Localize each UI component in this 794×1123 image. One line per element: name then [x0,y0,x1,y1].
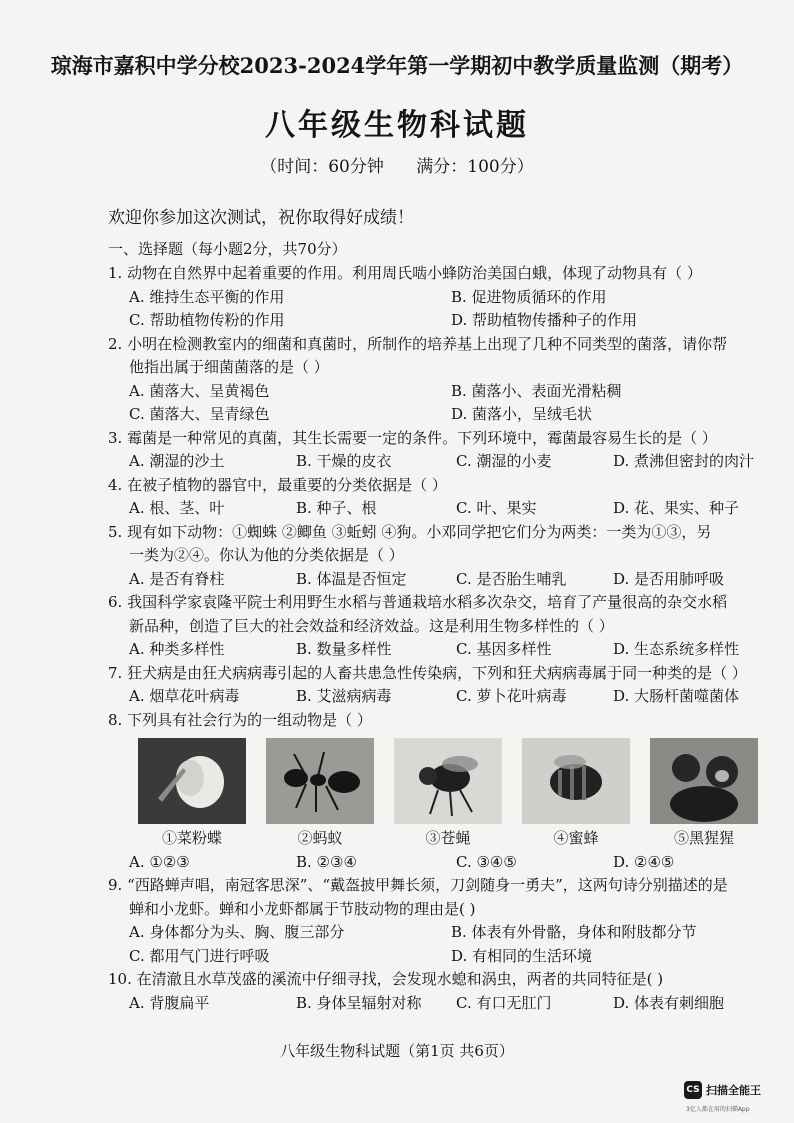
option-b: B. 艾滋病病毒 [296,687,392,705]
question-options [108,851,773,875]
bee-photo [522,738,630,824]
animal-image-row [108,732,772,851]
question-options [108,380,773,427]
option-d: D. 有相同的生活环境 [451,946,593,965]
option-b: B. 菌落小、表面光滑粘稠 [451,381,622,400]
option-b: B. ②③④ [296,852,357,871]
question-options [108,568,773,592]
option-d: D. 体表有刺细胞 [613,993,725,1012]
question-stem: 2. 小明在检测教室内的细菌和真菌时，所制作的培养基上出现了几种不同类型的菌落，请你帮 [108,334,728,353]
exam-title: 八年级生物科试题 [265,108,529,143]
question-options [108,638,773,662]
option-d: D. 大肠杆菌噬菌体 [613,687,740,705]
question-4 [108,474,773,521]
option-c: C. 叶、果实 [456,499,537,517]
option-b: B. 体温是否恒定 [296,569,407,588]
option-d: D. 煮沸但密封的肉汁 [613,452,755,470]
image-ant [266,738,374,851]
exam-subtitle: （时间：60分钟 满分：100分） [260,157,534,177]
question-stem: 6. 我国科学家袁隆平院士利用野生水稻与普通栽培水稻多次杂交，培育了产量很高的杂交水稻 [108,593,728,611]
option-d: D. 花、果实、种子 [613,499,740,517]
image-caption: ①菜粉蝶 [161,829,222,847]
option-d: D. 帮助植物传播种子的作用 [451,311,638,329]
option-c: C. 潮湿的小麦 [456,452,552,470]
image-bee [522,738,630,851]
question-6 [108,591,773,662]
page-footer: 八年级生物科试题（第1页 共6页） [280,1042,514,1060]
option-c: C. 菌落大、呈青绿色 [129,405,270,423]
school-header: 琼海市嘉积中学分校2023-2024学年第一学期初中教学质量监测（期考） [50,53,744,78]
question-8 [108,709,773,875]
image-fly [394,738,502,851]
option-a: A. ①②③ [129,852,190,871]
chimpanzee-photo [650,738,758,824]
option-c: C. ③④⑤ [456,852,517,871]
option-a: A. 背腹扁平 [129,993,210,1012]
option-d: D. 菌落小，呈绒毛状 [451,405,593,423]
image-caption: ②蚂蚁 [297,829,343,847]
option-c: C. 萝卜花叶病毒 [456,687,567,705]
question-list [108,262,773,1015]
question-options [108,921,773,968]
option-c: C. 帮助植物传粉的作用 [129,311,285,329]
camscanner-logo-icon: CS [684,1081,702,1099]
fly-photo [394,738,502,824]
question-options [108,286,773,333]
option-b: B. 促进物质循环的作用 [451,287,607,306]
question-stem: 8. 下列具有社会行为的一组动物是（ ） [108,710,372,729]
question-stem: 7. 狂犬病是由狂犬病病毒引起的人畜共患急性传染病，下列和狂犬病病毒属于同一种类的是（ ） [108,663,747,682]
option-a: A. 是否有脊柱 [129,569,225,588]
question-9 [108,874,773,968]
option-a: A. 潮湿的沙土 [129,452,225,470]
option-a: A. 根、茎、叶 [129,499,225,517]
image-caption: ④蜜蜂 [553,829,599,847]
option-a: A. 身体都分为头、胸、腹三部分 [129,923,345,941]
option-b: B. 体表有外骨骼，身体和附肢都分节 [451,923,697,941]
question-3 [108,427,773,474]
option-c: C. 基因多样性 [456,640,552,658]
option-a: A. 菌落大、呈黄褐色 [129,381,270,400]
question-stem: 4. 在被子植物的器官中，最重要的分类依据是（ ） [108,475,447,494]
scanner-tagline: 3亿人都在用的扫描App [686,1106,750,1113]
question-10 [108,968,773,1015]
scanner-watermark [684,1081,761,1099]
ant-photo [266,738,374,824]
question-stem-cont: 一类为②④。你认为他的分类依据是（ ） [129,546,404,564]
question-stem-cont: 新品种，创造了巨大的社会效益和经济效益。这是利用生物多样性的（ ） [129,616,614,635]
question-stem-cont: 他指出属于细菌菌落的是（ ） [129,358,329,376]
option-c: C. 有口无肛门 [456,993,552,1012]
option-c: C. 都用气门进行呼吸 [129,946,270,965]
question-options [108,685,773,709]
option-c: C. 是否胎生哺乳 [456,569,567,588]
question-options [108,497,773,521]
question-5 [108,521,773,592]
option-d: D. ②④⑤ [613,852,675,871]
option-a: A. 维持生态平衡的作用 [129,287,285,306]
option-b: B. 数量多样性 [296,640,392,658]
option-b: B. 种子、根 [296,499,377,517]
question-7 [108,662,773,709]
question-stem: 1. 动物在自然界中起着重要的作用。利用周氏啮小蜂防治美国白蛾，体现了动物具有（ ） [108,264,702,282]
image-caption: ③苍蝇 [425,829,471,847]
question-stem: 9. “西路蝉声唱，南冠客思深”、“戴盔披甲舞长须，刀剑随身一勇夫”，这两句诗分别描述的是 [108,876,728,894]
question-2 [108,333,773,427]
question-options [108,450,773,474]
image-cabbage-butterfly [138,738,246,851]
question-stem-cont: 蝉和小龙虾。蝉和小龙虾都属于节肢动物的理由是( ) [129,899,476,918]
option-d: D. 生态系统多样性 [613,640,740,658]
question-options [108,992,773,1016]
butterfly-photo [138,738,246,824]
image-chimpanzee [650,738,758,851]
option-b: B. 干燥的皮衣 [296,452,392,470]
option-a: A. 烟草花叶病毒 [129,687,240,705]
option-a: A. 种类多样性 [129,640,225,658]
option-b: B. 身体呈辐射对称 [296,993,422,1012]
question-1 [108,262,773,333]
question-stem: 10. 在清澈且水草茂盛的溪流中仔细寻找，会发现水螅和涡虫，两者的共同特征是( ) [108,970,664,988]
scanner-app-name: 扫描全能王 [706,1084,761,1097]
question-stem: 3. 霉菌是一种常见的真菌，其生长需要一定的条件。下列环境中，霉菌最容易生长的是（ ） [108,428,717,447]
option-d: D. 是否用肺呼吸 [613,569,725,588]
question-stem: 5. 现有如下动物：①蜘蛛 ②鲫鱼 ③蚯蚓 ④狗。小邓同学把它们分为两类：一类为①③，另 [108,522,712,541]
image-caption: ⑤黑猩猩 [673,829,734,847]
section-heading: 一、选择题（每小题2分，共70分） [108,240,347,258]
welcome-text: 欢迎你参加这次测试，祝你取得好成绩！ [108,208,414,228]
